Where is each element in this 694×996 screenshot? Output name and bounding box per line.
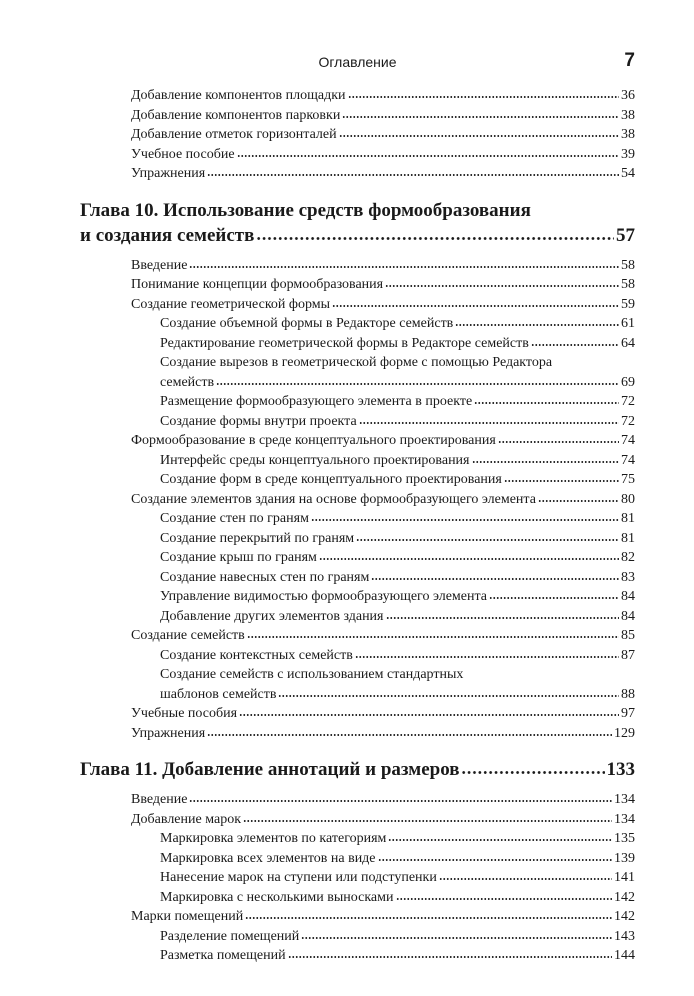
toc-entry-page: 38 [621, 107, 635, 123]
toc-entry [131, 256, 635, 276]
toc-entry-title: семейств [160, 374, 215, 390]
toc-entry-title: Введение [131, 792, 188, 807]
toc-entry [131, 790, 635, 810]
dot-leader [439, 877, 612, 881]
toc-entry-title: Создание форм в среде концептуального проектирования [160, 472, 502, 487]
table-of-contents [0, 86, 694, 966]
toc-entry-page: 58 [621, 257, 635, 273]
toc-entry [160, 888, 635, 908]
toc-entry-title: Понимание концепции формообразования [131, 277, 384, 292]
dot-leader [472, 460, 620, 464]
toc-entry-title: Редактирование геометрической формы в Редакторе семейств [160, 335, 529, 351]
dot-leader [216, 382, 619, 386]
running-title: Оглавление [318, 54, 397, 70]
toc-entry-page: 135 [614, 831, 635, 846]
toc-entry-title: Маркировка всех элементов на виде [160, 850, 376, 866]
toc-entry [160, 470, 635, 490]
dot-leader [386, 616, 620, 620]
dot-leader [342, 115, 619, 119]
toc-entry-title: Разделение помещений [160, 928, 300, 944]
toc-entry-page: 39 [621, 146, 635, 162]
dot-leader [247, 635, 619, 639]
dot-leader [207, 733, 612, 737]
toc-entry-title: Введение [131, 257, 188, 273]
chapter-10-entries [0, 256, 694, 744]
toc-entry-title: Учебные пособия [131, 706, 238, 721]
dot-leader [356, 538, 619, 542]
dot-leader [538, 499, 619, 503]
toc-entry-page: 142 [614, 889, 635, 905]
toc-entry-page: 97 [621, 706, 635, 721]
toc-entry-title: Добавление других элементов здания [160, 608, 384, 624]
toc-entry-page: 38 [621, 127, 635, 142]
toc-entry-title: Маркировка с несколькими выносками [160, 889, 394, 905]
toc-entry-page: 87 [621, 647, 635, 663]
toc-entry-page: 54 [621, 166, 635, 181]
toc-entry [131, 724, 635, 744]
chapter-10-heading [80, 223, 635, 248]
toc-entry-page: 81 [621, 530, 635, 546]
toc-entry [131, 810, 635, 830]
dot-leader [461, 770, 604, 775]
dot-leader [355, 655, 619, 659]
toc-entry-page: 74 [621, 433, 635, 448]
toc-entry [131, 295, 635, 315]
dot-leader [531, 343, 619, 347]
page-header [80, 50, 635, 76]
toc-entry [160, 829, 635, 849]
toc-entry-title: Добавление компонентов парковки [131, 107, 341, 123]
toc-entry [131, 626, 635, 646]
toc-entry [160, 868, 635, 888]
toc-entry [160, 849, 635, 869]
toc-entry-title: Марки помещений [131, 909, 244, 924]
toc-top-list [0, 86, 694, 184]
dot-leader [239, 713, 619, 717]
toc-entry-page: 142 [614, 909, 635, 924]
dot-leader [504, 479, 619, 483]
dot-leader [396, 897, 612, 901]
dot-leader [498, 440, 619, 444]
toc-entry [131, 704, 635, 724]
dot-leader [339, 134, 619, 138]
toc-entry-title: шаблонов семейств [160, 686, 277, 702]
toc-entry-page: 59 [621, 296, 635, 312]
toc-entry [160, 373, 635, 393]
toc-entry-title: Размещение формообразующего элемента в проекте [160, 394, 473, 409]
toc-entry [160, 451, 635, 471]
dot-leader [474, 401, 619, 405]
toc-entry [131, 275, 635, 295]
toc-entry-title: Добавление марок [131, 811, 241, 827]
dot-leader [237, 154, 619, 158]
toc-entry [160, 314, 635, 334]
toc-entry [160, 946, 635, 966]
dot-leader [245, 916, 612, 920]
toc-entry-page: 74 [621, 452, 635, 468]
toc-entry-page: 82 [621, 550, 635, 565]
toc-entry-title: Создание элементов здания на основе формообразующего элемента [131, 491, 536, 507]
toc-entry [160, 927, 635, 947]
toc-entry [131, 106, 635, 126]
toc-entry-title: Маркировка элементов по категориям [160, 831, 387, 846]
chapter-11-title: Глава 11. Добавление аннотаций и размеров [80, 759, 460, 780]
dot-leader [243, 819, 612, 823]
toc-entry [160, 548, 635, 568]
toc-entry [131, 164, 635, 184]
toc-entry-page: 84 [621, 608, 635, 624]
toc-entry-title: Создание геометрической формы [131, 296, 331, 312]
dot-leader [319, 557, 619, 561]
toc-entry-page: 88 [621, 686, 635, 702]
toc-entry-page: 61 [621, 316, 635, 331]
dot-leader [332, 304, 619, 308]
toc-entry-page: 85 [621, 628, 635, 643]
dot-leader [359, 421, 619, 425]
dot-leader [256, 236, 614, 241]
dot-leader [189, 799, 612, 803]
toc-entry-title: Создание стен по граням [160, 511, 309, 526]
toc-entry-title-line1: Создание семейств с использованием стандартных [160, 667, 464, 682]
toc-entry [131, 86, 635, 106]
dot-leader [278, 694, 619, 698]
toc-entry-title: Создание семейств [131, 628, 245, 643]
toc-entry-page: 72 [621, 413, 635, 429]
dot-leader [371, 577, 619, 581]
toc-entry [160, 607, 635, 627]
toc-entry-page: 80 [621, 491, 635, 507]
toc-entry-title: Добавление отметок горизонталей [131, 127, 337, 142]
dot-leader [385, 284, 619, 288]
toc-entry-title: Формообразование в среде концептуального проектирования [131, 433, 496, 448]
toc-entry-title: Создание формы внутри проекта [160, 413, 357, 429]
toc-entry [131, 907, 635, 927]
dot-leader [489, 596, 619, 600]
toc-entry [131, 490, 635, 510]
toc-entry-page: 141 [614, 870, 635, 885]
toc-entry-page: 134 [614, 811, 635, 827]
dot-leader [207, 173, 619, 177]
toc-entry [160, 392, 635, 412]
chapter-11-heading [80, 757, 635, 782]
chapter-11-entries [0, 790, 694, 966]
toc-entry-title: Упражнения [131, 166, 206, 181]
toc-entry [160, 529, 635, 549]
toc-entry [160, 509, 635, 529]
dot-leader [388, 838, 612, 842]
dot-leader [311, 518, 619, 522]
toc-entry [160, 685, 635, 705]
toc-entry-title: Интерфейс среды концептуального проектирования [160, 452, 470, 468]
toc-entry-page: 129 [614, 725, 635, 741]
toc-entry [131, 431, 635, 451]
toc-entry-page: 58 [621, 277, 635, 292]
toc-entry-page: 64 [621, 335, 635, 351]
dot-leader [288, 955, 612, 959]
toc-entry-page: 139 [614, 850, 635, 866]
chapter-10-page: 57 [616, 224, 635, 246]
toc-entry-page: 84 [621, 589, 635, 604]
toc-entry-page: 134 [614, 792, 635, 807]
toc-entry [160, 646, 635, 666]
chapter-10-title-line2: и создания семейств [80, 224, 255, 246]
toc-entry-title: Создание контекстных семейств [160, 647, 353, 663]
toc-entry-title: Разметка помещений [160, 948, 286, 963]
toc-entry-page: 69 [621, 374, 635, 390]
toc-entry-page: 36 [621, 88, 635, 103]
toc-entry-title: Создание навесных стен по граням [160, 569, 370, 585]
toc-entry-title: Управление видимостью формообразующего элемента [160, 589, 487, 604]
page-number: 7 [624, 50, 635, 71]
toc-entry-title: Создание крыш по граням [160, 550, 317, 565]
toc-entry-page: 143 [614, 928, 635, 944]
dot-leader [189, 265, 619, 269]
chapter-10-title-line1: Глава 10. Использование средств формообразования [80, 199, 531, 221]
dot-leader [301, 936, 612, 940]
toc-entry [160, 587, 635, 607]
toc-entry-title: Добавление компонентов площадки [131, 88, 346, 103]
toc-entry [160, 334, 635, 354]
toc-entry-title: Создание объемной формы в Редакторе семейств [160, 316, 454, 331]
toc-entry-title: Упражнения [131, 725, 206, 741]
toc-entry-title-line1: Создание вырезов в геометрической форме с помощью Редактора [160, 355, 553, 370]
toc-entry-title: Создание перекрытий по граням [160, 530, 355, 546]
dot-leader [378, 858, 612, 862]
toc-entry-page: 83 [621, 569, 635, 585]
chapter-11-page: 133 [606, 759, 635, 780]
toc-entry-page: 81 [621, 511, 635, 526]
toc-entry [160, 568, 635, 588]
toc-entry-page: 75 [621, 472, 635, 487]
toc-entry-page: 144 [614, 948, 635, 963]
dot-leader [348, 95, 619, 99]
toc-entry [131, 125, 635, 145]
toc-entry-page: 72 [621, 394, 635, 409]
toc-entry-title: Учебное пособие [131, 146, 235, 162]
dot-leader [455, 323, 619, 327]
toc-entry-title: Нанесение марок на ступени или подступенки [160, 870, 437, 885]
toc-entry [131, 145, 635, 165]
toc-entry [160, 412, 635, 432]
